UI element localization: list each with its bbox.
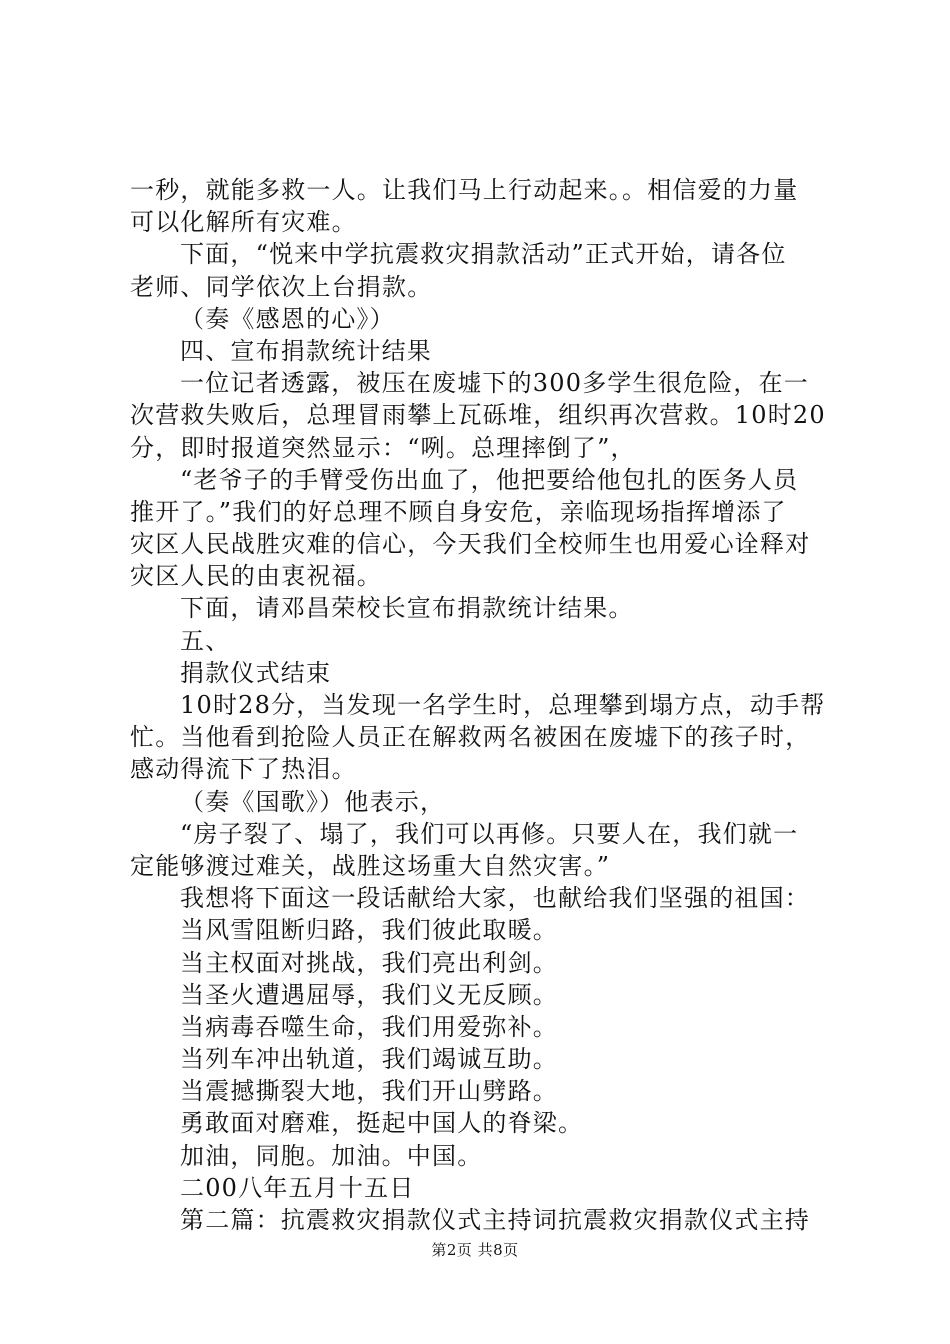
text-line: 老师、同学依次上台捐款。 (130, 272, 433, 301)
poem-line: 当病毒吞噬生命，我们用爱弥补。 (180, 1012, 558, 1041)
section-heading: 第二篇：抗震救灾捐款仪式主持词抗震救灾捐款仪式主持 (180, 1206, 810, 1234)
date-line: 二00八年五月十五日 (180, 1173, 415, 1202)
text-line: 一秒，就能多救一人。让我们马上行动起来。。相信爱的力量 (130, 176, 799, 204)
text-line: 10时28分，当发现一名学生时，总理攀到塌方点，动手帮 (180, 691, 826, 719)
text-line: （奏《国歌》）他表示， (180, 787, 446, 816)
poem-line: 当主权面对挑战，我们亮出利剑。 (180, 948, 558, 977)
text-line: 分，即时报道突然显示：“咧。总理摔倒了”， (130, 433, 636, 462)
section-heading: 捐款仪式结束 (180, 658, 332, 687)
text-line: “房子裂了、塌了，我们可以再修。只要人在，我们就一 (180, 819, 799, 848)
poem-line: 当圣火遭遇屈辱，我们义无反顾。 (180, 980, 558, 1009)
text-line: 一位记者透露，被压在废墟下的300多学生很危险，在一 (180, 369, 810, 398)
text-line: 感动得流下了热泪。 (130, 755, 357, 784)
text-line: 推开了。”我们的好总理不顾自身安危，亲临现场指挥增添了 (130, 497, 787, 526)
poem-line: 加油，同胞。加油。中国。 (180, 1141, 483, 1170)
document-body (130, 174, 835, 1236)
text-line: 下面，“悦来中学抗震救灾捐款活动”正式开始，请各位 (180, 240, 787, 269)
text-line: （奏《感恩的心》） (180, 304, 395, 333)
text-line: 灾区人民战胜灾难的信心，今天我们全校师生也用爱心诠释对 (130, 530, 811, 559)
text-line: 灾区人民的由衷祝福。 (130, 562, 382, 591)
text-line: 可以化解所有灾难。 (130, 208, 357, 237)
poem-line: 当震撼撕裂大地，我们开山劈路。 (180, 1077, 558, 1106)
text-line: 我想将下面这一段话献给大家，也献给我们坚强的祖国： (180, 884, 810, 913)
text-line: 忙。当他看到抢险人员正在解救两名被困在废墟下的孩子时， (130, 723, 811, 752)
text-line: 次营救失败后，总理冒雨攀上瓦砾堆，组织再次营救。10时20 (130, 401, 826, 430)
poem-line: 当列车冲出轨道，我们竭诚互助。 (180, 1045, 558, 1074)
text-line: “老爷子的手臂受伤出血了，他把要给他包扎的医务人员 (180, 465, 799, 494)
poem-line: 勇敢面对磨难，挺起中国人的脊梁。 (180, 1109, 584, 1138)
poem-line: 当风雪阻断归路，我们彼此取暖。 (180, 916, 558, 945)
section-heading: 四、宣布捐款统计结果 (180, 336, 432, 365)
section-heading: 五、 (180, 626, 231, 655)
page-number-footer: 第2页 共8页 (431, 1241, 519, 1259)
text-line: 下面，请邓昌荣校长宣布捐款统计结果。 (180, 594, 634, 623)
text-line: 定能够渡过难关，战胜这场重大自然灾害。” (130, 851, 611, 880)
